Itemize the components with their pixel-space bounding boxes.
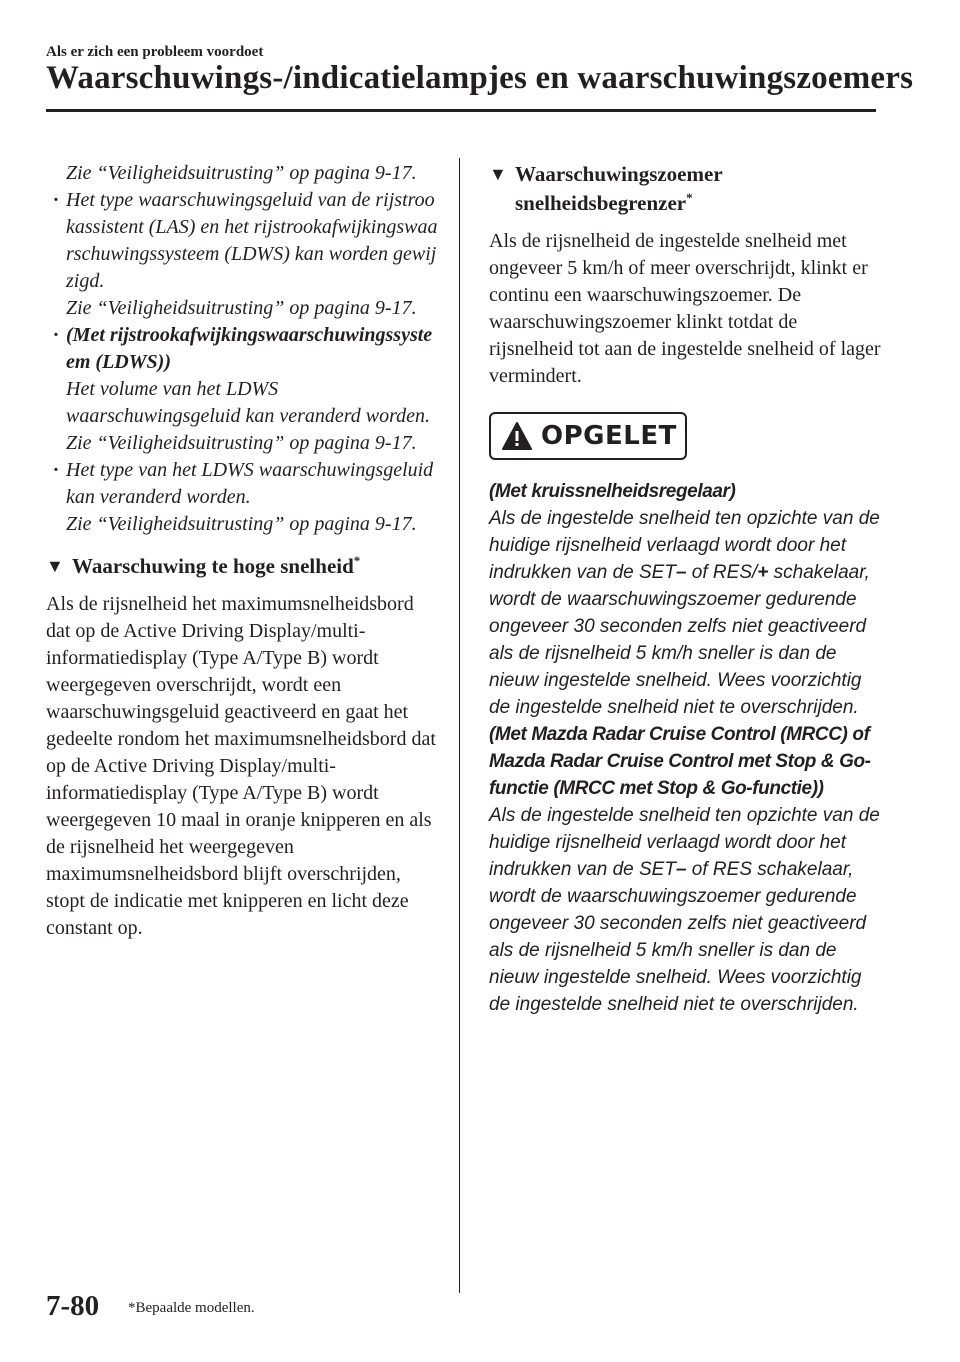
caution-label-box <box>489 412 687 460</box>
warning-triangle-icon <box>501 421 533 451</box>
right-column <box>489 160 881 1018</box>
bullet-dot: · <box>52 459 60 481</box>
bullet-item <box>46 187 438 322</box>
minus-symbol: – <box>675 562 687 583</box>
heading-text: Waarschuwing te hoge snelheid <box>72 554 354 578</box>
bullet-item <box>46 457 438 538</box>
bullet-text: Het type waarschuwingsgeluid van de rijstrookassistent (LAS) en het rijstrookafwijkingswaarschuwingssysteem (LDWS) kan worden gewijzigd. <box>66 189 438 292</box>
caution-label: OPGELET <box>541 420 677 451</box>
bullet-text: Het volume van het LDWS waarschuwingsgeluid kan veranderd worden. <box>66 378 431 427</box>
caution-text: Als de ingestelde snelheid ten opzichte van de huidige rijsnelheid verlaagd wordt door het indrukken van de SET– of RES schakelaar, wordt de waarschuwingszoemer gedurende ongeveer 30 seconden zelfs niet geactiveerd als de rijsnelheid 5 km/h sneller is dan de nieuw ingestelde snelheid. Wees voorzichtig de ingestelde snelheid niet te overschrijden. <box>489 805 880 1015</box>
caution-note <box>489 478 881 1018</box>
page-title: Waarschuwings-/indicatielampjes en waarschuwingszoemers <box>46 60 914 96</box>
footnote: *Bepaalde modellen. <box>128 1300 255 1316</box>
left-column <box>46 160 438 942</box>
plus-symbol: + <box>757 562 769 583</box>
triangle-down-icon: ▼ <box>46 556 64 576</box>
caution-callout <box>489 412 881 460</box>
caution-condition: (Met kruissnelheidsregelaar) <box>489 481 736 502</box>
reference-text: Zie “Veiligheidsuitrusting” op pagina 9-17. <box>66 162 417 184</box>
bullet-dot: · <box>52 324 60 346</box>
triangle-down-icon: ▼ <box>489 164 507 184</box>
bullet-condition: (Met rijstrookafwijkingswaarschuwingssysteem (LDWS)) <box>66 324 433 373</box>
heading-text: Waarschuwingszoemer snelheidsbegrenzer <box>515 162 723 215</box>
page-number: 7-80 <box>46 1290 100 1322</box>
minus-symbol: – <box>675 859 687 880</box>
bullet-text: Het type van het LDWS waarschuwingsgeluid kan veranderd worden. <box>66 459 434 508</box>
section-heading <box>489 160 881 218</box>
footnote-marker: * <box>353 553 361 568</box>
body-paragraph: Als de rijsnelheid de ingestelde snelheid met ongeveer 5 km/h of meer overschrijdt, klinkt er continu een waarschuwingszoemer. De waarschuwingszoemer klinkt totdat de rijsnelheid tot aan de ingestelde snelheid of lager vermindert. <box>489 230 881 387</box>
reference-text: Zie “Veiligheidsuitrusting” op pagina 9-17. <box>66 432 417 454</box>
bullet-item <box>46 322 438 457</box>
reference-text: Zie “Veiligheidsuitrusting” op pagina 9-17. <box>66 297 417 319</box>
caution-text: Als de ingestelde snelheid ten opzichte van de huidige rijsnelheid verlaagd wordt door het indrukken van de SET– of RES/+ schakelaar, wordt de waarschuwingszoemer gedurende ongeveer 30 seconden zelfs niet geactiveerd als de rijsnelheid 5 km/h sneller is dan de nieuw ingestelde snelheid. Wees voorzichtig de ingestelde snelheid niet te overschrijden. <box>489 508 880 718</box>
footnote-marker: * <box>686 190 693 205</box>
section-label: Als er zich een probleem voordoet <box>46 44 264 60</box>
header-rule <box>46 109 876 112</box>
caution-condition: (Met Mazda Radar Cruise Control (MRCC) of Mazda Radar Cruise Control met Stop & Go-functie (MRCC met Stop & Go-functie)) <box>489 724 871 799</box>
section-heading <box>46 552 438 581</box>
body-paragraph: Als de rijsnelheid het maximumsnelheidsbord dat op de Active Driving Display/multi-informatiedisplay (Type A/Type B) wordt weergegeven overschrijdt, wordt een waarschuwingsgeluid geactiveerd en gaat het gedeelte rondom het maximumsnelheidsbord dat op de Active Driving Display/multi-informatiedisplay (Type A/Type B) wordt weergegeven 10 maal in oranje knipperen en als de rijsnelheid het weergegeven maximumsnelheidsbord blijft overschrijden, stopt de indicatie met knipperen en licht deze constant op. <box>46 593 436 939</box>
reference-text: Zie “Veiligheidsuitrusting” op pagina 9-17. <box>66 513 417 535</box>
column-divider <box>459 158 460 1293</box>
bullet-dot: · <box>52 189 60 211</box>
